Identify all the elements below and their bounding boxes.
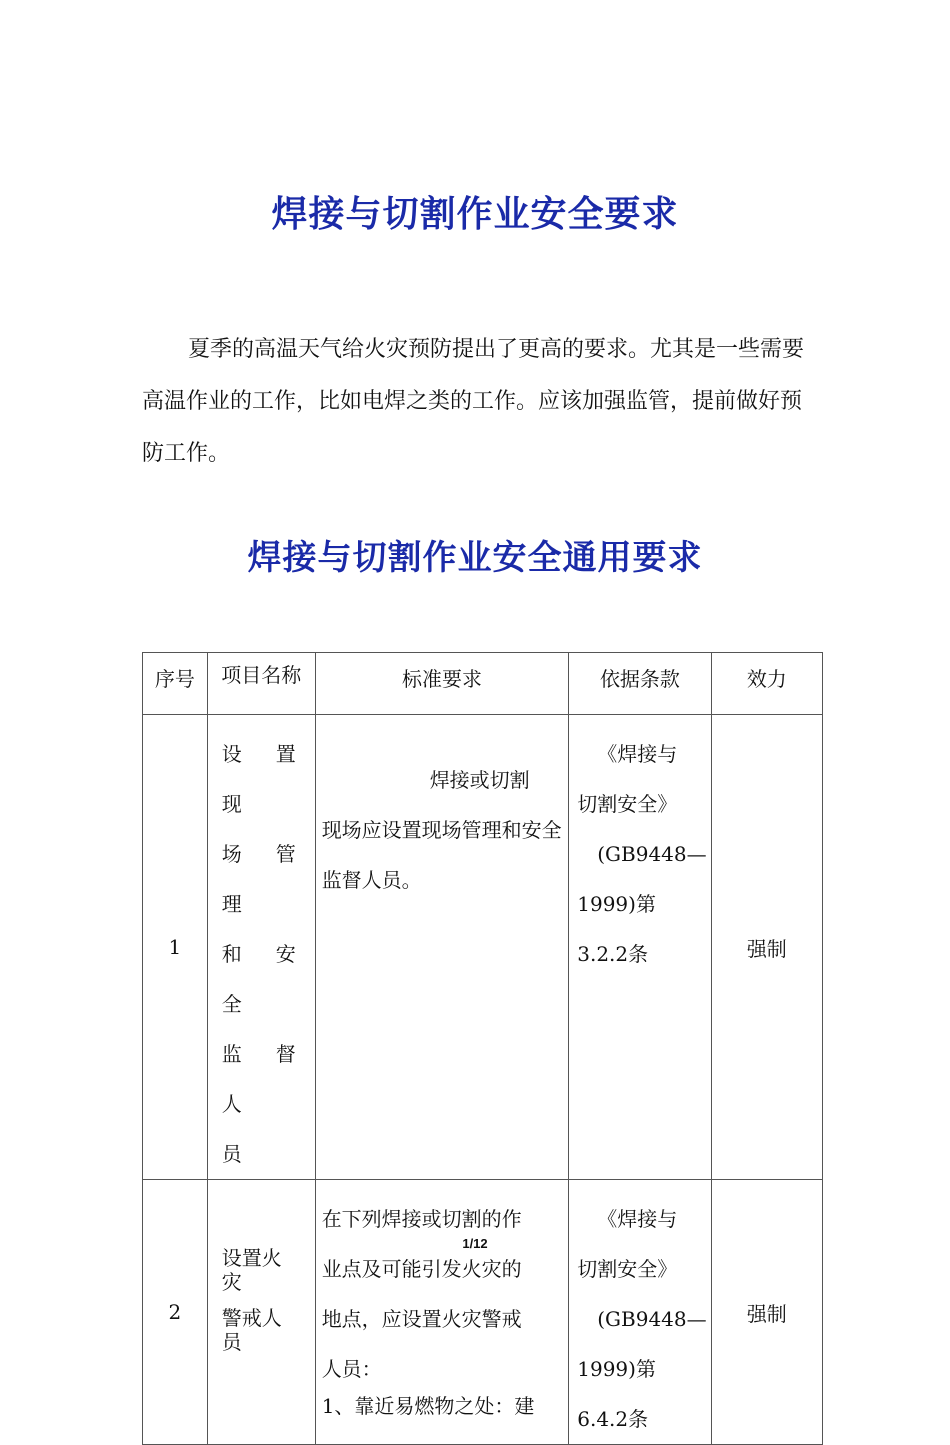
row-effect: 强制 [711, 1180, 822, 1445]
table-row [143, 715, 823, 1180]
row-effect: 强制 [711, 715, 822, 1180]
header-standard: 标准要求 [315, 653, 569, 715]
row-standard: 在下列焊接或切割的作 业点及可能引发火灾的 地点，应设置火灾警戒 人员： 1、靠近易燃物之处：建 [315, 1180, 569, 1445]
row-standard: 焊接或切割 现场应设置现场管理和安全监督人员。 [315, 715, 569, 1180]
page-number: 1/12 [462, 1236, 488, 1251]
row-item: 设置现 场管理 和安全 监督人 员 [207, 715, 315, 1180]
header-effect: 效力 [711, 653, 822, 715]
row-basis: 《焊接与 切割安全》 (GB9448— 1999)第 6.4.2条 [569, 1180, 711, 1445]
row-item: 设置火灾 警戒人员 [207, 1180, 315, 1445]
row-basis: 《焊接与 切割安全》 (GB9448— 1999)第 3.2.2条 [569, 715, 711, 1180]
document-title: 焊接与切割作业安全要求 [271, 194, 679, 235]
row-number: 2 [143, 1180, 208, 1445]
section-title: 焊接与切割作业安全通用要求 [247, 538, 703, 578]
requirements-table [142, 652, 823, 1445]
header-basis: 依据条款 [569, 653, 711, 715]
header-no: 序号 [143, 653, 208, 715]
intro-paragraph: 夏季的高温天气给火灾预防提出了更高的要求。尤其是一些需要高温作业的工作，比如电焊之类的工作。应该加强监管，提前做好预防工作。 [142, 337, 805, 466]
table-row [143, 1180, 823, 1445]
table-header-row [143, 653, 823, 715]
row-number: 1 [143, 715, 208, 1180]
header-item: 项目名称 [207, 653, 315, 715]
